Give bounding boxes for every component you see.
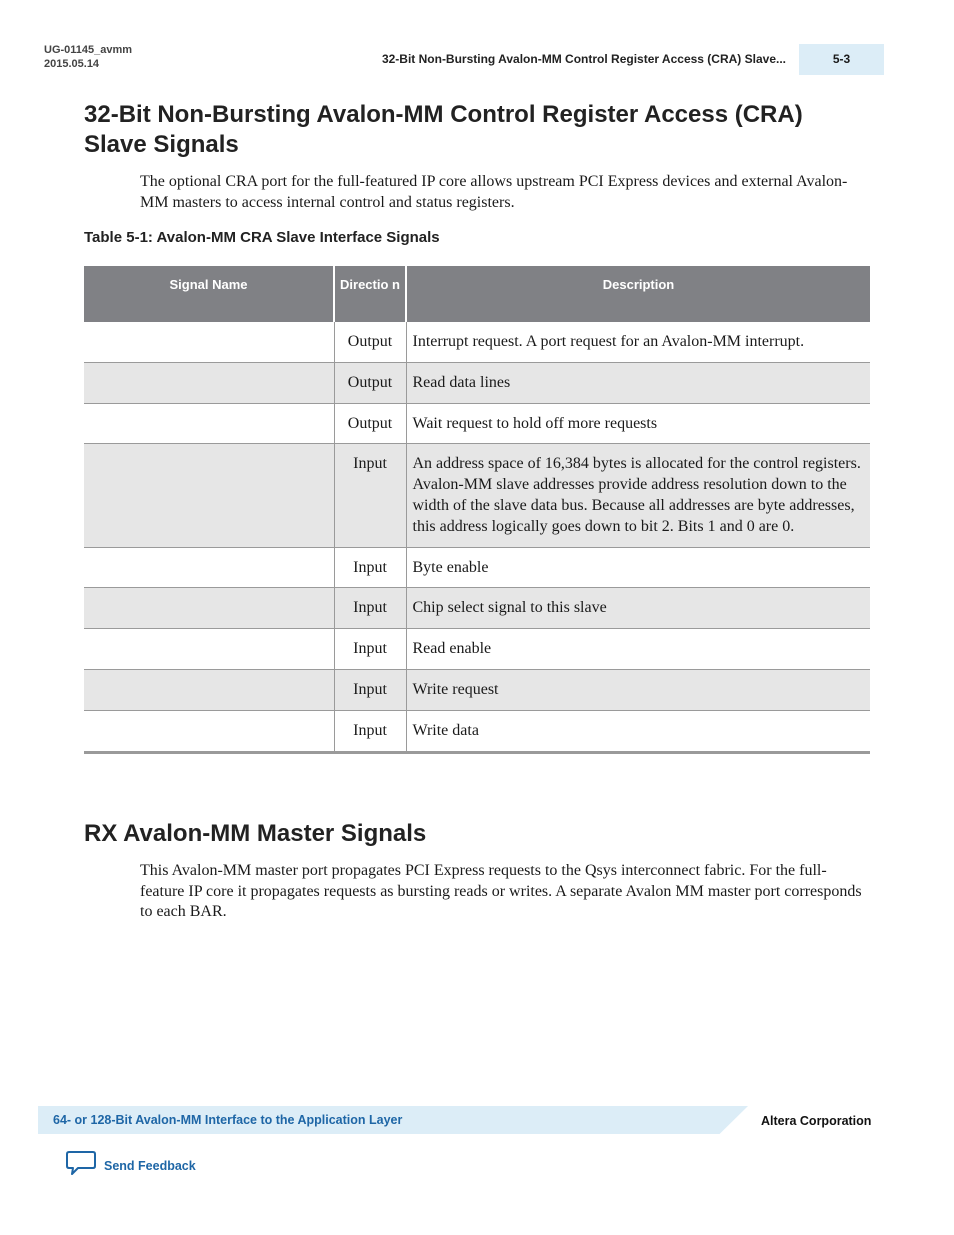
direction-cell: Input [334, 588, 406, 629]
signal-name-cell [84, 629, 334, 670]
speech-bubble-icon [66, 1150, 96, 1181]
signal-name-cell [84, 322, 334, 362]
table-row [84, 322, 870, 362]
signal-name-cell [84, 588, 334, 629]
footer-chapter-title: 64- or 128-Bit Avalon-MM Interface to the Application Layer [53, 1113, 403, 1127]
section-title: RX Avalon-MM Master Signals [84, 820, 427, 847]
send-feedback-link[interactable] [66, 1150, 196, 1181]
signal-name-cell [84, 403, 334, 444]
direction-cell: Output [334, 322, 406, 362]
table-row [84, 669, 870, 710]
signal-name-cell [84, 669, 334, 710]
column-header-description: Description [406, 266, 870, 322]
column-header-signal-name: Signal Name [84, 266, 334, 322]
direction-cell: Output [334, 362, 406, 403]
page-number-badge [799, 44, 884, 75]
page-number: 5-3 [832, 52, 851, 66]
table-row [84, 362, 870, 403]
description-cell: Interrupt request. A port request for an Avalon-MM interrupt. [406, 322, 870, 362]
table-caption: Table 5-1: Avalon-MM CRA Slave Interface Signals [84, 229, 440, 246]
direction-cell: Output [334, 403, 406, 444]
description-cell: An address space of 16,384 bytes is allocated for the control registers. Avalon-MM slave addresses provide address resolution down to the width of the slave data bus. Because all addresses are byte addresses, this address logically goes down to bit 2. Bits 1 and 0 are 0. [406, 444, 870, 547]
signal-name-cell [84, 710, 334, 752]
direction-cell: Input [334, 669, 406, 710]
document-id: UG-01145_avmm [44, 44, 133, 56]
description-cell: Wait request to hold off more requests [406, 403, 870, 444]
section-title: 32-Bit Non-Bursting Avalon-MM Control Register Access (CRA) Slave Signals [84, 101, 803, 158]
table-row [84, 403, 870, 444]
table-row [84, 547, 870, 588]
table-header-row [84, 266, 870, 322]
document-id-block [44, 43, 132, 71]
send-feedback-label: Send Feedback [104, 1158, 196, 1173]
direction-cell: Input [334, 547, 406, 588]
running-title: 32-Bit Non-Bursting Avalon-MM Control Register Access (CRA) Slave... [381, 52, 786, 66]
description-cell: Chip select signal to this slave [406, 588, 870, 629]
direction-cell: Input [334, 629, 406, 670]
signal-name-cell [84, 362, 334, 403]
document-date: 2015.05.14 [44, 58, 100, 70]
footer-corporation: Altera Corporation [761, 1114, 872, 1128]
column-header-direction: Directio n [334, 266, 406, 322]
signal-name-cell [84, 547, 334, 588]
description-cell: Write data [406, 710, 870, 752]
direction-cell: Input [334, 710, 406, 752]
description-cell: Read data lines [406, 362, 870, 403]
table-row [84, 710, 870, 752]
table-row [84, 629, 870, 670]
description-cell: Byte enable [406, 547, 870, 588]
signal-name-cell [84, 444, 334, 547]
signals-table [84, 266, 870, 754]
table-row [84, 444, 870, 547]
table-row [84, 588, 870, 629]
description-cell: Write request [406, 669, 870, 710]
section-paragraph: The optional CRA port for the full-featured IP core allows upstream PCI Express devices and external Avalon-MM masters to access internal control and status registers. [140, 173, 848, 211]
description-cell: Read enable [406, 629, 870, 670]
direction-cell: Input [334, 444, 406, 547]
section-paragraph: This Avalon-MM master port propagates PCI Express requests to the Qsys interconnect fabric. For the full-feature IP core it propagates requests as bursting reads or writes. A separate Avalon MM master port corresponds to each BAR. [140, 862, 862, 920]
